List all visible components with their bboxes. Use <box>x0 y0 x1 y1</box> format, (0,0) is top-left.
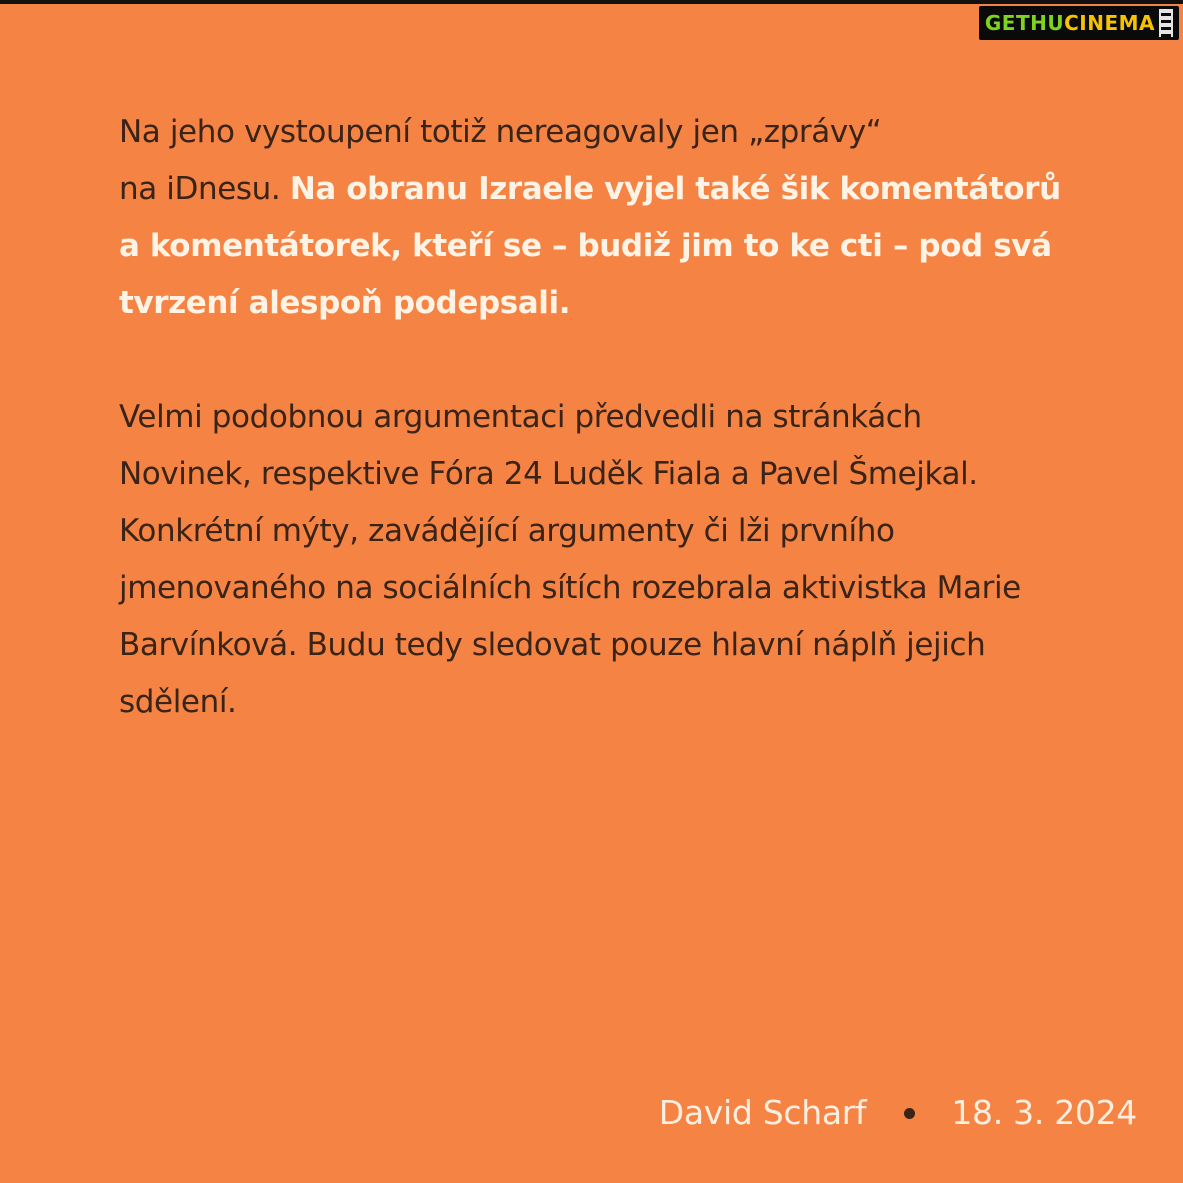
publish-date: 18. 3. 2024 <box>951 1093 1137 1132</box>
paragraph-2-line-5: Barvínková. Budu tedy sledovat pouze hlavní náplň jejich <box>119 627 986 663</box>
paragraph-2-line-3: Konkrétní mýty, zavádějící argumenty či lži prvního <box>119 513 895 549</box>
highlight-line-3: tvrzení alespoň podepsali. <box>119 285 571 321</box>
footer-byline <box>659 1088 1137 1138</box>
watermark-logo <box>979 6 1179 40</box>
film-strip-icon <box>1159 9 1173 37</box>
watermark-text-secondary: CINEMA <box>1064 11 1155 35</box>
separator-dot <box>904 1108 915 1119</box>
paragraph-2 <box>119 389 1119 731</box>
author-name: David Scharf <box>658 1093 867 1132</box>
watermark-text-primary: GETHU <box>984 11 1065 35</box>
paragraph-1-line-1: Na jeho vystoupení totiž nereagovaly jen „zprávy“ <box>119 114 882 150</box>
highlight-line-1: Na obranu Izraele vyjel také šik komentátorů <box>289 171 1061 207</box>
paragraph-1 <box>119 104 1119 332</box>
highlight-line-2: a komentátorek, kteří se – budiž jim to ke cti – pod svá <box>119 228 1052 264</box>
paragraph-2-line-4: jmenovaného na sociálních sítích rozebrala aktivistka Marie <box>119 570 1021 606</box>
paragraph-2-line-1: Velmi podobnou argumentaci předvedli na stránkách <box>119 399 922 435</box>
article-body <box>119 104 1119 731</box>
paragraph-1-line-2-plain: na iDnesu. <box>119 171 290 207</box>
paragraph-2-line-2: Novinek, respektive Fóra 24 Luděk Fiala a Pavel Šmejkal. <box>119 456 978 492</box>
paragraph-2-line-6: sdělení. <box>119 684 237 720</box>
top-border <box>0 0 1183 4</box>
